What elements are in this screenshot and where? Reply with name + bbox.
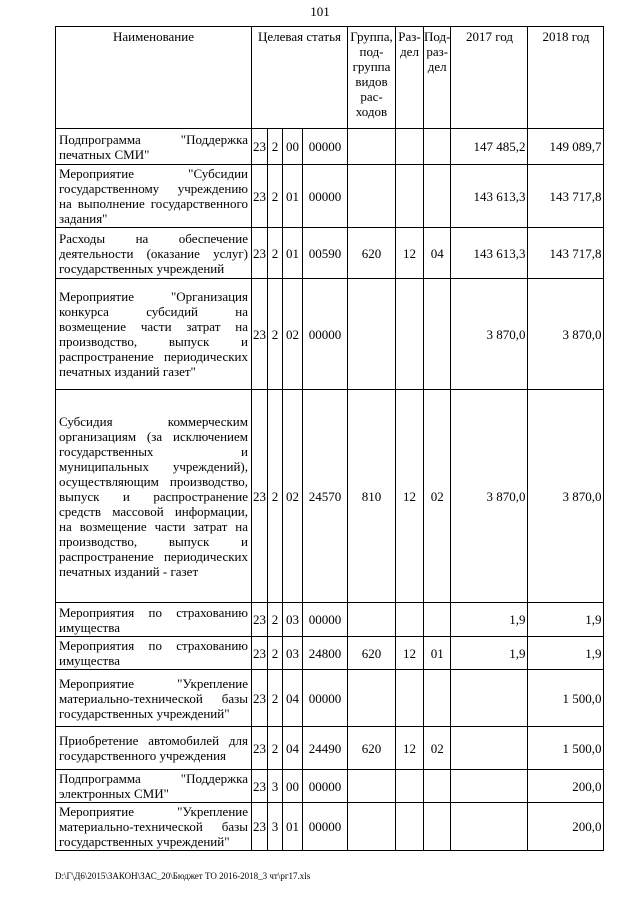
expense-group [348, 603, 396, 637]
amount-2018: 143 717,8 [528, 228, 604, 279]
table-row [56, 603, 604, 637]
target-code-d: 00000 [303, 279, 348, 390]
page-number: 101 [310, 4, 330, 19]
header-target: Целевая статья [252, 27, 348, 129]
amount-2018: 1 500,0 [528, 670, 604, 727]
amount-2017: 1,9 [451, 603, 528, 637]
target-code-a: 23 [252, 727, 268, 770]
subsection-code: 02 [424, 390, 451, 603]
target-code-a: 23 [252, 803, 268, 851]
subsection-code [424, 670, 451, 727]
target-code-d: 00000 [303, 165, 348, 228]
target-code-a: 23 [252, 228, 268, 279]
expense-group [348, 670, 396, 727]
target-code-b: 2 [268, 603, 283, 637]
target-code-a: 23 [252, 603, 268, 637]
target-code-c: 03 [283, 603, 303, 637]
table-row [56, 637, 604, 670]
header-subsection: Под-раз-дел [424, 27, 451, 129]
table-row [56, 670, 604, 727]
target-code-b: 2 [268, 727, 283, 770]
target-code-d: 00590 [303, 228, 348, 279]
section-code [396, 165, 424, 228]
amount-2018: 200,0 [528, 803, 604, 851]
amount-2017: 1,9 [451, 637, 528, 670]
header-row [56, 27, 604, 129]
target-code-c: 00 [283, 770, 303, 803]
target-code-d: 24570 [303, 390, 348, 603]
expense-group [348, 279, 396, 390]
target-code-d: 00000 [303, 770, 348, 803]
amount-2017 [451, 670, 528, 727]
header-section: Раз-дел [396, 27, 424, 129]
subsection-code [424, 603, 451, 637]
amount-2017: 147 485,2 [451, 129, 528, 165]
target-code-c: 03 [283, 637, 303, 670]
row-name: Мероприятие "Субсидии государственному учреждению на выполнение государственного задания" [56, 165, 252, 228]
row-name: Мероприятие "Укрепление материально-технической базы государственных учреждений" [56, 803, 252, 851]
section-code: 12 [396, 228, 424, 279]
row-name: Мероприятия по страхованию имущества [56, 637, 252, 670]
header-2018: 2018 год [528, 27, 604, 129]
row-name: Мероприятие "Организация конкурса субсидий на возмещение части затрат на производство, выпуск и распространение периодических печатных изданий газет" [56, 279, 252, 390]
subsection-code [424, 165, 451, 228]
target-code-a: 23 [252, 129, 268, 165]
subsection-code: 04 [424, 228, 451, 279]
amount-2018: 149 089,7 [528, 129, 604, 165]
table-row [56, 228, 604, 279]
target-code-c: 04 [283, 670, 303, 727]
subsection-code [424, 279, 451, 390]
expense-group [348, 803, 396, 851]
expense-group [348, 165, 396, 228]
target-code-a: 23 [252, 279, 268, 390]
amount-2018: 1,9 [528, 637, 604, 670]
section-code [396, 670, 424, 727]
target-code-b: 2 [268, 228, 283, 279]
file-path-footer: D:\Г\Д6\2015\ЗАКОН\ЗАС_20\Бюджет ТО 2016-2018_3 чт\рг17.xls [55, 871, 311, 881]
target-code-a: 23 [252, 670, 268, 727]
amount-2018: 3 870,0 [528, 390, 604, 603]
target-code-a: 23 [252, 770, 268, 803]
target-code-d: 24800 [303, 637, 348, 670]
expense-group: 620 [348, 228, 396, 279]
target-code-c: 00 [283, 129, 303, 165]
amount-2017: 143 613,3 [451, 165, 528, 228]
header-name: Наименование [56, 27, 252, 129]
target-code-d: 00000 [303, 129, 348, 165]
section-code [396, 803, 424, 851]
target-code-c: 02 [283, 279, 303, 390]
section-code [396, 279, 424, 390]
amount-2017 [451, 770, 528, 803]
amount-2018: 1,9 [528, 603, 604, 637]
target-code-b: 3 [268, 803, 283, 851]
table-row [56, 129, 604, 165]
table-row [56, 727, 604, 770]
expense-group: 810 [348, 390, 396, 603]
row-name: Подпрограмма "Поддержка печатных СМИ" [56, 129, 252, 165]
amount-2017 [451, 727, 528, 770]
row-name: Мероприятия по страхованию имущества [56, 603, 252, 637]
target-code-c: 04 [283, 727, 303, 770]
subsection-code: 01 [424, 637, 451, 670]
target-code-d: 00000 [303, 803, 348, 851]
amount-2018: 143 717,8 [528, 165, 604, 228]
subsection-code [424, 129, 451, 165]
row-name: Субсидия коммерческим организациям (за исключением государственных и муниципальных учреждений), осуществляющим производство, выпуск и распространение средств массовой информации, на возмещение части затрат на производство, выпуск и распространение периодических печатных изданий - газет [56, 390, 252, 603]
row-name: Расходы на обеспечение деятельности (оказание услуг) государственных учреждений [56, 228, 252, 279]
target-code-b: 2 [268, 670, 283, 727]
section-code: 12 [396, 637, 424, 670]
expense-group: 620 [348, 637, 396, 670]
table-row [56, 803, 604, 851]
row-name: Мероприятие "Укрепление материально-технической базы государственных учреждений" [56, 670, 252, 727]
expense-group [348, 770, 396, 803]
header-2017: 2017 год [451, 27, 528, 129]
section-code: 12 [396, 390, 424, 603]
table-row [56, 390, 604, 603]
target-code-b: 2 [268, 129, 283, 165]
table-row [56, 165, 604, 228]
target-code-b: 2 [268, 637, 283, 670]
target-code-b: 2 [268, 390, 283, 603]
amount-2017: 3 870,0 [451, 390, 528, 603]
section-code [396, 603, 424, 637]
target-code-d: 00000 [303, 603, 348, 637]
target-code-d: 24490 [303, 727, 348, 770]
amount-2018: 1 500,0 [528, 727, 604, 770]
table-row [56, 770, 604, 803]
header-group: Группа, под-группа видов рас-ходов [348, 27, 396, 129]
section-code [396, 770, 424, 803]
amount-2017: 3 870,0 [451, 279, 528, 390]
row-name: Приобретение автомобилей для государственного учреждения [56, 727, 252, 770]
target-code-a: 23 [252, 637, 268, 670]
subsection-code [424, 803, 451, 851]
target-code-a: 23 [252, 165, 268, 228]
expense-group: 620 [348, 727, 396, 770]
target-code-c: 01 [283, 165, 303, 228]
section-code: 12 [396, 727, 424, 770]
amount-2017 [451, 803, 528, 851]
subsection-code: 02 [424, 727, 451, 770]
target-code-c: 02 [283, 390, 303, 603]
target-code-b: 3 [268, 770, 283, 803]
target-code-d: 00000 [303, 670, 348, 727]
amount-2018: 3 870,0 [528, 279, 604, 390]
target-code-b: 2 [268, 279, 283, 390]
amount-2018: 200,0 [528, 770, 604, 803]
table-row [56, 279, 604, 390]
target-code-c: 01 [283, 228, 303, 279]
section-code [396, 129, 424, 165]
expense-group [348, 129, 396, 165]
target-code-b: 2 [268, 165, 283, 228]
target-code-c: 01 [283, 803, 303, 851]
target-code-a: 23 [252, 390, 268, 603]
subsection-code [424, 770, 451, 803]
budget-table [55, 26, 604, 851]
amount-2017: 143 613,3 [451, 228, 528, 279]
row-name: Подпрограмма "Поддержка электронных СМИ" [56, 770, 252, 803]
